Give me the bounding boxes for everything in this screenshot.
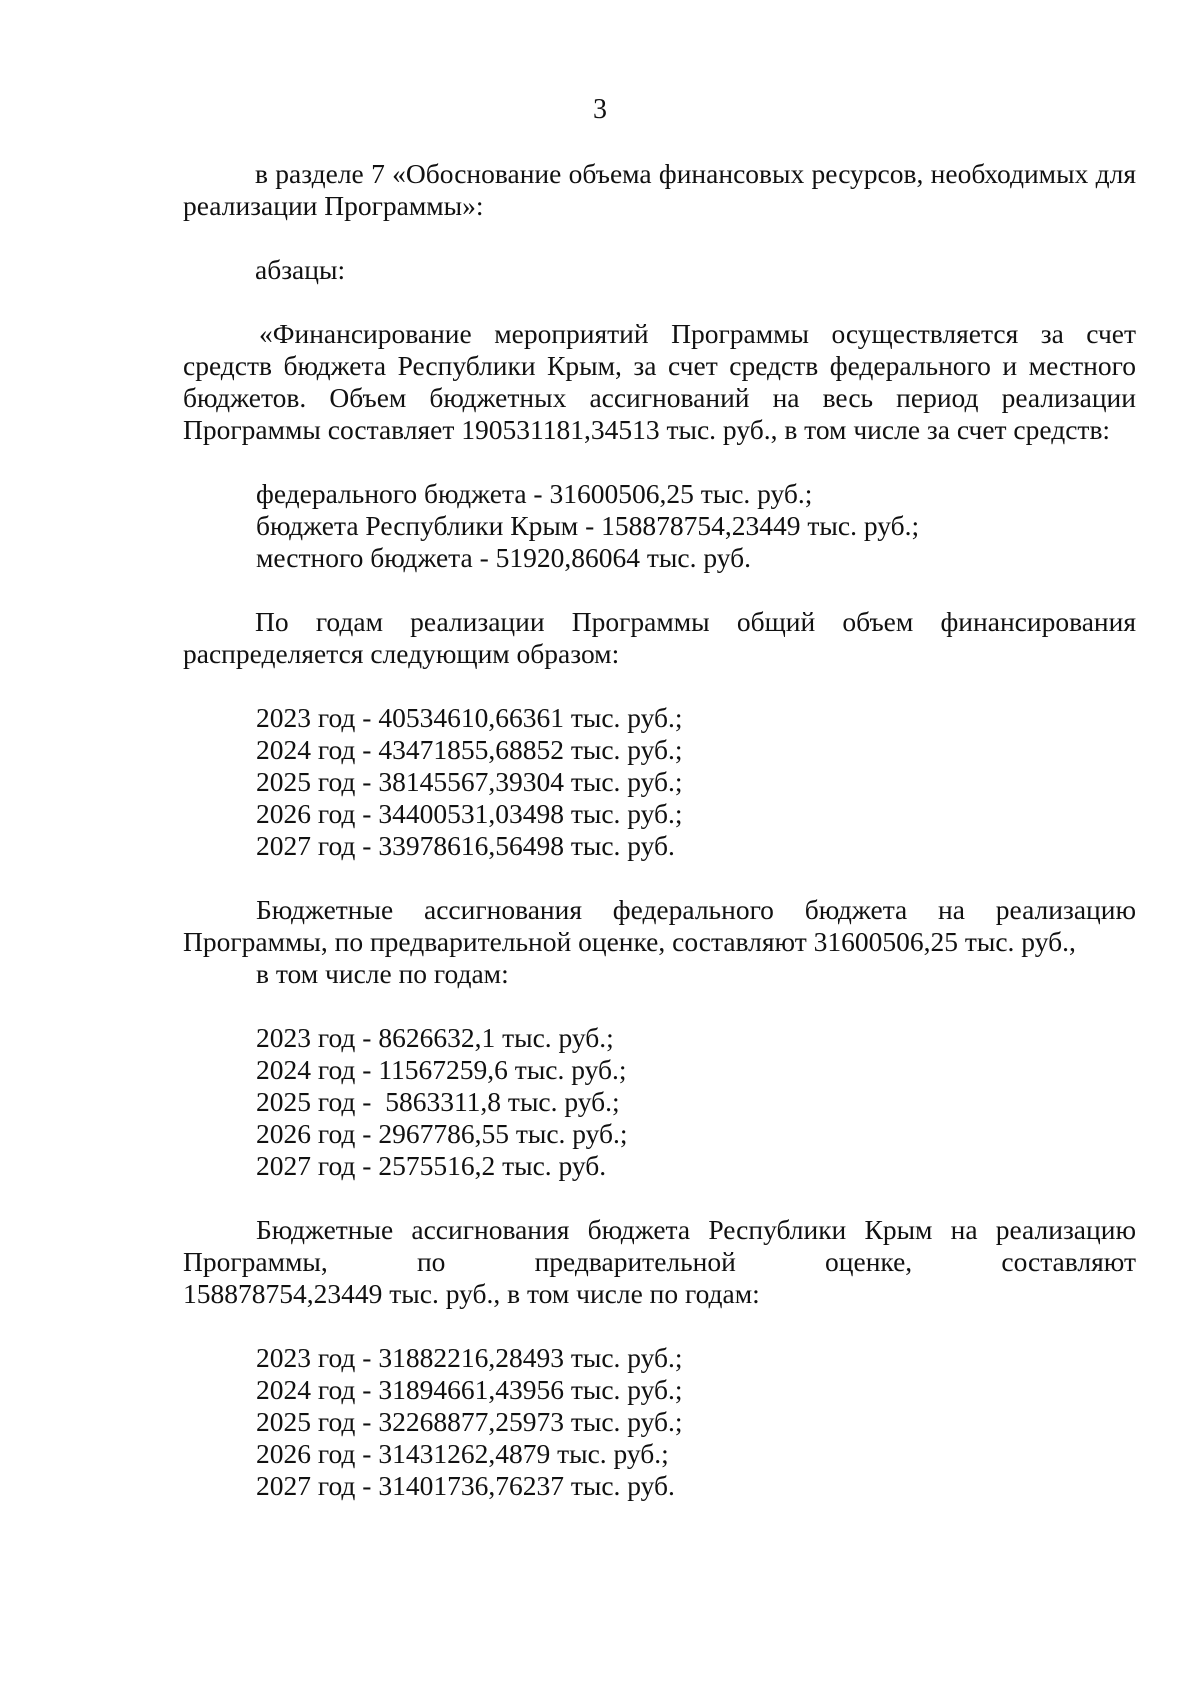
crimea-line-1 (183, 1214, 1136, 1246)
crimea-word: оценке, (825, 1246, 913, 1277)
crimea-line-1-text: Бюджетные ассигнования бюджета Республики Крым на реализацию (256, 1214, 1136, 1245)
list-item: 2024 год - 43471855,68852 тыс. руб.; (256, 734, 683, 765)
total-by-years-list (183, 702, 1136, 862)
intro-paragraph: в разделе 7 «Обоснование объема финансовых ресурсов, необходимых для реализации Программы»: (183, 158, 1136, 221)
federal-line-2: Программы, по предварительной оценке, составляют 31600506,25 тыс. руб., (183, 926, 1076, 957)
source-crimea: бюджета Республики Крым - 158878754,23449 тыс. руб.; (256, 510, 920, 541)
list-item: 2025 год - 5863311,8 тыс. руб.; (256, 1086, 620, 1117)
crimea-line-2 (183, 1246, 1136, 1278)
list-item: 2024 год - 11567259,6 тыс. руб.; (256, 1054, 627, 1085)
page-number: 3 (593, 94, 607, 125)
list-item: 2023 год - 8626632,1 тыс. руб.; (256, 1022, 614, 1053)
federal-line-1 (183, 894, 1136, 926)
list-item: 2023 год - 31882216,28493 тыс. руб.; (256, 1342, 683, 1373)
document-body (183, 158, 1136, 1502)
source-local: местного бюджета - 51920,86064 тыс. руб. (256, 542, 751, 573)
crimea-paragraph (183, 1214, 1136, 1310)
federal-line-3: в том числе по годам: (256, 958, 509, 989)
federal-line-1-text: Бюджетные ассигнования федерального бюджета на реализацию (256, 894, 1136, 925)
list-item: 2025 год - 32268877,25973 тыс. руб.; (256, 1406, 683, 1437)
abzacy-label: абзацы: (255, 254, 346, 285)
crimea-word: составляют (1001, 1246, 1136, 1277)
federal-paragraph (183, 894, 1136, 990)
list-item: 2026 год - 2967786,55 тыс. руб.; (256, 1118, 628, 1149)
crimea-word: Программы, (183, 1246, 328, 1277)
crimea-word: по (416, 1246, 446, 1277)
list-item: 2027 год - 31401736,76237 тыс. руб. (256, 1470, 675, 1501)
list-item: 2025 год - 38145567,39304 тыс. руб.; (256, 766, 683, 797)
funding-sources-list (183, 478, 1136, 574)
list-item: 2023 год - 40534610,66361 тыс. руб.; (256, 702, 683, 733)
crimea-by-years-list (183, 1342, 1136, 1502)
list-item: 2027 год - 2575516,2 тыс. руб. (256, 1150, 607, 1181)
list-item: 2026 год - 34400531,03498 тыс. руб.; (256, 798, 683, 829)
list-item: 2024 год - 31894661,43956 тыс. руб.; (256, 1374, 683, 1405)
list-item: 2026 год - 31431262,4879 тыс. руб.; (256, 1438, 669, 1469)
by-years-paragraph: По годам реализации Программы общий объем финансирования распределяется следующим образом: (183, 606, 1136, 669)
list-item: 2027 год - 33978616,56498 тыс. руб. (256, 830, 675, 861)
crimea-line-3: 158878754,23449 тыс. руб., в том числе по годам: (183, 1278, 760, 1309)
source-federal: федерального бюджета - 31600506,25 тыс. руб.; (256, 478, 813, 509)
federal-by-years-list (183, 1022, 1136, 1182)
financing-paragraph: «Финансирование мероприятий Программы осуществляется за счет средств бюджета Республики Крым, за счет средств федерального и местного бюджетов. Объем бюджетных ассигнований на весь период реализации Программы составляет 190531181,34513 тыс. руб., в том числе за счет средств: (183, 318, 1136, 445)
crimea-word: предварительной (534, 1246, 736, 1277)
